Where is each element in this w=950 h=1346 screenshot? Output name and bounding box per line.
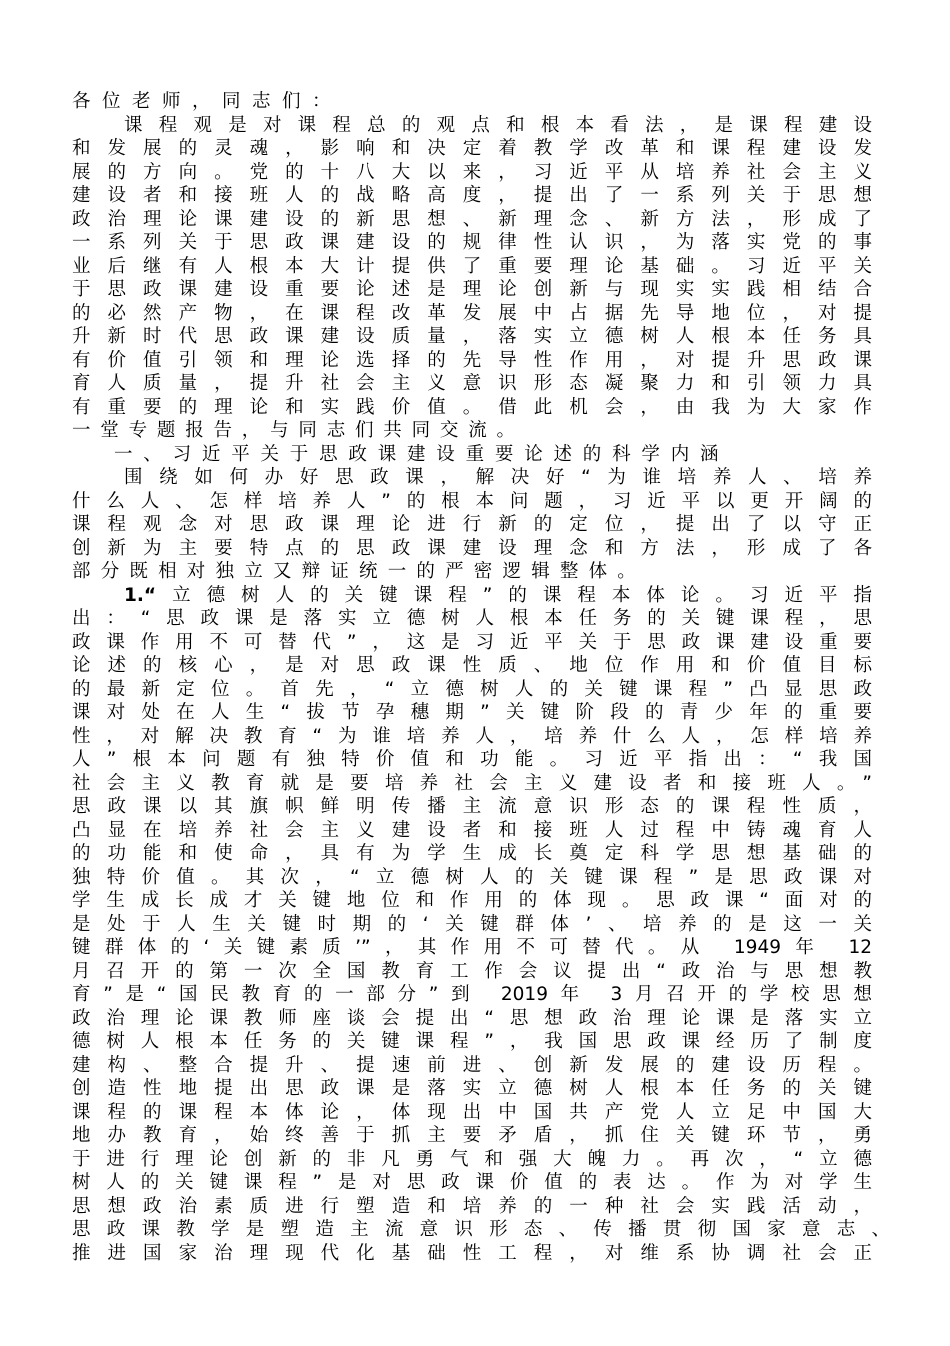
section-heading: 一、习近平关于思政课建设重要论述的科学内涵 bbox=[114, 443, 730, 465]
subsection-line: 1.“立德树人的关键课程”的课程本体论。习近平指 bbox=[124, 584, 872, 606]
paragraph-line: 的功能和使命，具有为学生成长奠定科学思想基础的 bbox=[72, 843, 872, 864]
paragraph-line: 有重要的理论和实践价值。借此机会，由我为大家作 bbox=[72, 396, 872, 418]
paragraph-line: 和发展的灵魂，影响和决定着教学改革和课程建设发 bbox=[72, 138, 872, 159]
paragraph-line: 课程的课程本体论，体现出中国共产党人立足中国大 bbox=[72, 1101, 872, 1123]
paragraph-line: 政治理论课建设的新思想、新理念、新方法，形成了 bbox=[72, 208, 872, 230]
paragraph-line: 建构、整合提升、提速前进、创新发展的建设历程。 bbox=[72, 1054, 872, 1076]
paragraph-line: 课程观是对课程总的观点和根本看法，是课程建设 bbox=[124, 114, 872, 136]
paragraph-line: 政课作用不可替代”，这是习近平关于思政课建设重要 bbox=[72, 631, 872, 653]
paragraph-line: 育”是“国民教育的一部分”到 2019年 3月召开的学校思想 bbox=[72, 984, 872, 1005]
paragraph-line: 出：“思政课是落实立德树人根本任务的关键课程，思 bbox=[72, 608, 872, 629]
document-body bbox=[72, 90, 890, 1265]
paragraph-line: 什么人、怎样培养人”的根本问题，习近平以更开阔的 bbox=[72, 490, 872, 512]
paragraph-line: 课程观念对思政课理论进行新的定位，提出了以守正 bbox=[72, 514, 872, 535]
paragraph-line: 创造性地提出思政课是落实立德树人根本任务的关键 bbox=[72, 1078, 872, 1099]
paragraph-line: 于进行理论创新的非凡勇气和强大魄力。再次，“立德 bbox=[72, 1148, 872, 1170]
paragraph-line: 围绕如何办好思政课，解决好“为谁培养人、培养 bbox=[124, 467, 872, 488]
paragraph-line: 性，对解决教育“为谁培养人，培养什么人，怎样培养 bbox=[72, 725, 872, 747]
subsection-number: 1.“ bbox=[124, 584, 157, 606]
paragraph-line: 思想政治素质进行塑造和培养的一种社会实践活动， bbox=[72, 1195, 872, 1217]
paragraph-line: 创新为主要特点的思政课建设理念和方法，形成了各 bbox=[72, 537, 872, 559]
paragraph-line: 一堂专题报告，与同志们共同交流。 bbox=[72, 420, 525, 441]
greeting-line: 各位老师，同志们： bbox=[72, 91, 343, 112]
paragraph-line: 树人的关键课程”是对思政课价值的表达。作为对学生 bbox=[72, 1172, 872, 1193]
paragraph-line: 部分既相对独立又辩证统一的严密逻辑整体。 bbox=[72, 561, 647, 582]
paragraph-line: 德树人根本任务的关键课程”，我国思政课经历了制度 bbox=[72, 1031, 872, 1052]
paragraph-line: 学生成长成才关键地位和作用的体现。思政课“面对的 bbox=[72, 890, 872, 911]
paragraph-line: 育人质量，提升社会主义意识形态凝聚力和引领力具 bbox=[72, 373, 872, 394]
paragraph-line: 思政课教学是塑造主流意识形态、传播贯彻国家意志、 bbox=[72, 1219, 890, 1240]
paragraph-line: 于思政课建设重要论述是理论创新与现实实践相结合 bbox=[72, 279, 872, 300]
paragraph-line: 政治理论课教师座谈会提出“思想政治理论课是落实立 bbox=[72, 1007, 872, 1029]
paragraph-line: 的必然产物，在课程改革发展中占据先导地位，对提 bbox=[72, 302, 872, 324]
paragraph-line: 一系列关于思政课建设的规律性认识，为落实党的事 bbox=[72, 232, 872, 253]
paragraph-line: 的最新定位。首先，“立德树人的关键课程”凸显思政 bbox=[72, 678, 872, 700]
paragraph-line: 展的方向。党的十八大以来，习近平从培养社会主义 bbox=[72, 161, 872, 183]
paragraph-line: 是处于人生关键时期的‘关键群体’、培养的是这一关 bbox=[72, 913, 872, 935]
paragraph-line: 论述的核心，是对思政课性质、地位作用和价值目标 bbox=[72, 655, 872, 676]
paragraph-line: 键群体的‘关键素质’”，其作用不可替代。从 1949年 12 bbox=[72, 937, 872, 958]
paragraph-line: 社会主义教育就是要培养社会主义建设者和接班人。” bbox=[72, 772, 872, 794]
paragraph-line: 地办教育，始终善于抓主要矛盾，抓住关键环节，勇 bbox=[72, 1125, 872, 1146]
paragraph-line: 升新时代思政课建设质量，落实立德树人根本任务具 bbox=[72, 326, 872, 347]
paragraph-line: 有价值引领和理论选择的先导性作用，对提升思政课 bbox=[72, 349, 872, 371]
paragraph-line: 业后继有人根本大计提供了重要理论基础。习近平关 bbox=[72, 255, 872, 277]
paragraph-line: 凸显在培养社会主义建设者和接班人过程中铸魂育人 bbox=[72, 819, 872, 841]
paragraph-line: 推进国家治理现代化基础性工程，对维系协调社会正 bbox=[72, 1242, 872, 1264]
paragraph-line: 思政课以其旗帜鲜明传播主流意识形态的课程性质， bbox=[72, 796, 872, 817]
paragraph-line: 课对处在人生“拔节孕穗期”关键阶段的青少年的重要 bbox=[72, 702, 872, 723]
paragraph-line: 建设者和接班人的战略高度，提出了一系列关于思想 bbox=[72, 185, 872, 206]
paragraph-line: 独特价值。其次，“立德树人的关键课程”是思政课对 bbox=[72, 866, 872, 888]
paragraph-line: 月召开的第一次全国教育工作会议提出“政治与思想教 bbox=[72, 960, 872, 982]
paragraph-line: 人”根本问题有独特价值和功能。习近平指出：“我国 bbox=[72, 749, 872, 770]
